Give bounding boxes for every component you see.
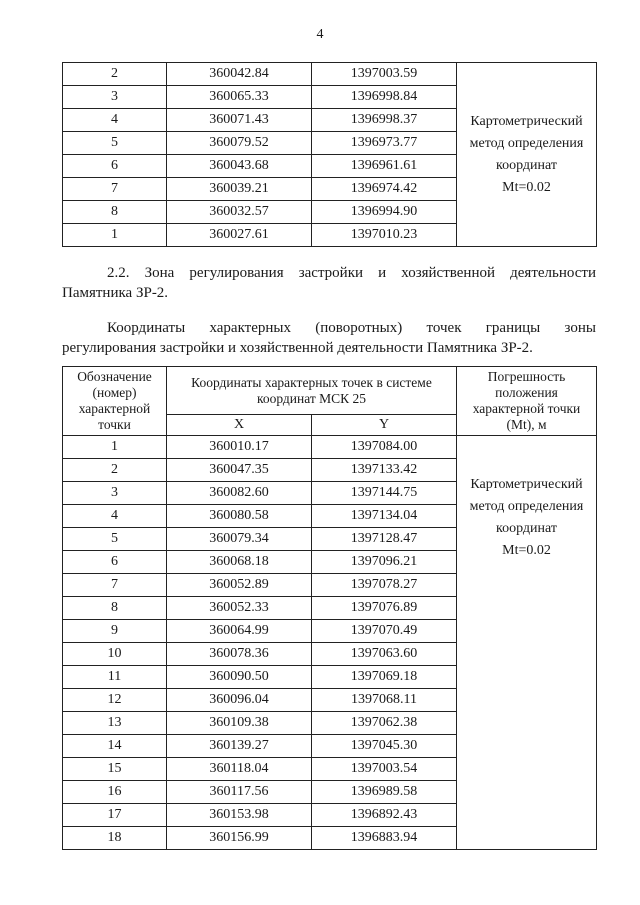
header-coordinates: Координаты характерных точек в системе координат МСК 25	[167, 367, 457, 415]
x-coordinate-cell: 360047.35	[167, 459, 312, 482]
y-coordinate-cell: 1396892.43	[312, 804, 457, 827]
point-number-cell: 17	[63, 804, 167, 827]
y-coordinate-cell: 1397070.49	[312, 620, 457, 643]
x-coordinate-cell: 360118.04	[167, 758, 312, 781]
point-number-cell: 6	[63, 551, 167, 574]
point-number-cell: 2	[63, 63, 167, 86]
x-coordinate-cell: 360156.99	[167, 827, 312, 850]
y-coordinate-cell: 1397003.54	[312, 758, 457, 781]
y-coordinate-cell: 1396994.90	[312, 201, 457, 224]
point-number-cell: 3	[63, 482, 167, 505]
y-coordinate-cell: 1397128.47	[312, 528, 457, 551]
method-text: Картометрический	[470, 477, 583, 492]
header-error: Погрешность положения характерной точки (Mt), м	[457, 367, 597, 436]
table-body	[63, 63, 597, 247]
y-coordinate-cell: 1397144.75	[312, 482, 457, 505]
x-coordinate-cell: 360082.60	[167, 482, 312, 505]
x-coordinate-cell: 360078.36	[167, 643, 312, 666]
point-number-cell: 13	[63, 712, 167, 735]
method-text: Картометрический	[470, 113, 583, 129]
y-coordinate-cell: 1396974.42	[312, 178, 457, 201]
section-heading-line: 2.2. Зона регулирования застройки и хозяйственной деятельности	[107, 265, 596, 281]
point-number-cell: 4	[63, 505, 167, 528]
point-number-cell: 9	[63, 620, 167, 643]
point-number-cell: 6	[63, 155, 167, 178]
method-text: Mt=0.02	[502, 179, 551, 195]
point-number-cell: 8	[63, 201, 167, 224]
x-coordinate-cell: 360079.34	[167, 528, 312, 551]
y-coordinate-cell: 1397068.11	[312, 689, 457, 712]
x-coordinate-cell: 360139.27	[167, 735, 312, 758]
y-coordinate-cell: 1396973.77	[312, 132, 457, 155]
point-number-cell: 14	[63, 735, 167, 758]
table-intro	[62, 318, 596, 358]
method-text: метод определения	[469, 135, 584, 151]
y-coordinate-cell: 1396998.37	[312, 109, 457, 132]
method-cell	[457, 436, 597, 850]
y-coordinate-cell: 1396961.61	[312, 155, 457, 178]
y-coordinate-cell: 1397134.04	[312, 505, 457, 528]
point-number-cell: 16	[63, 781, 167, 804]
point-number-cell: 7	[63, 574, 167, 597]
x-coordinate-cell: 360039.21	[167, 178, 312, 201]
point-number-cell: 18	[63, 827, 167, 850]
y-coordinate-cell: 1397076.89	[312, 597, 457, 620]
method-text: Mt=0.02	[502, 543, 551, 558]
point-number-cell: 15	[63, 758, 167, 781]
point-number-cell: 12	[63, 689, 167, 712]
x-coordinate-cell: 360096.04	[167, 689, 312, 712]
x-coordinate-cell: 360117.56	[167, 781, 312, 804]
y-coordinate-cell: 1397062.38	[312, 712, 457, 735]
x-coordinate-cell: 360043.68	[167, 155, 312, 178]
method-cell	[457, 63, 597, 247]
x-coordinate-cell: 360042.84	[167, 63, 312, 86]
point-number-cell: 5	[63, 132, 167, 155]
x-coordinate-cell: 360068.18	[167, 551, 312, 574]
point-number-cell: 4	[63, 109, 167, 132]
x-coordinate-cell: 360090.50	[167, 666, 312, 689]
header-x: X	[167, 415, 312, 436]
x-coordinate-cell: 360027.61	[167, 224, 312, 247]
x-coordinate-cell: 360153.98	[167, 804, 312, 827]
method-text: координат	[496, 157, 557, 173]
method-text: метод определения	[469, 499, 584, 514]
y-coordinate-cell: 1397003.59	[312, 63, 457, 86]
point-number-cell: 3	[63, 86, 167, 109]
section-heading-line: Памятника ЗР-2.	[62, 285, 169, 301]
page-number: 4	[316, 27, 324, 42]
point-number-cell: 5	[63, 528, 167, 551]
y-coordinate-cell: 1397069.18	[312, 666, 457, 689]
coordinates-table-continuation	[62, 62, 597, 247]
y-coordinate-cell: 1396998.84	[312, 86, 457, 109]
x-coordinate-cell: 360052.33	[167, 597, 312, 620]
header-designation: Обозначение (номер) характерной точки	[63, 367, 167, 436]
table-row	[63, 63, 597, 86]
x-coordinate-cell: 360109.38	[167, 712, 312, 735]
point-number-cell: 1	[63, 224, 167, 247]
y-coordinate-cell: 1397084.00	[312, 436, 457, 459]
point-number-cell: 2	[63, 459, 167, 482]
x-coordinate-cell: 360071.43	[167, 109, 312, 132]
coordinates-table	[62, 366, 597, 850]
x-coordinate-cell: 360064.99	[167, 620, 312, 643]
point-number-cell: 1	[63, 436, 167, 459]
y-coordinate-cell: 1397010.23	[312, 224, 457, 247]
method-text: координат	[496, 521, 557, 536]
x-coordinate-cell: 360032.57	[167, 201, 312, 224]
x-coordinate-cell: 360079.52	[167, 132, 312, 155]
table-body	[63, 436, 597, 850]
x-coordinate-cell: 360065.33	[167, 86, 312, 109]
y-coordinate-cell: 1396989.58	[312, 781, 457, 804]
y-coordinate-cell: 1397078.27	[312, 574, 457, 597]
y-coordinate-cell: 1396883.94	[312, 827, 457, 850]
x-coordinate-cell: 360080.58	[167, 505, 312, 528]
table-intro-line: регулирования застройки и хозяйственной деятельности Памятника ЗР-2.	[62, 340, 533, 356]
y-coordinate-cell: 1397133.42	[312, 459, 457, 482]
point-number-cell: 7	[63, 178, 167, 201]
point-number-cell: 10	[63, 643, 167, 666]
x-coordinate-cell: 360052.89	[167, 574, 312, 597]
table-header	[63, 367, 597, 436]
x-coordinate-cell: 360010.17	[167, 436, 312, 459]
y-coordinate-cell: 1397063.60	[312, 643, 457, 666]
point-number-cell: 11	[63, 666, 167, 689]
y-coordinate-cell: 1397045.30	[312, 735, 457, 758]
y-coordinate-cell: 1397096.21	[312, 551, 457, 574]
table-row	[63, 436, 597, 459]
header-y: Y	[312, 415, 457, 436]
point-number-cell: 8	[63, 597, 167, 620]
section-heading	[62, 263, 596, 303]
table-intro-line: Координаты характерных (поворотных) точек границы зоны	[107, 320, 596, 336]
